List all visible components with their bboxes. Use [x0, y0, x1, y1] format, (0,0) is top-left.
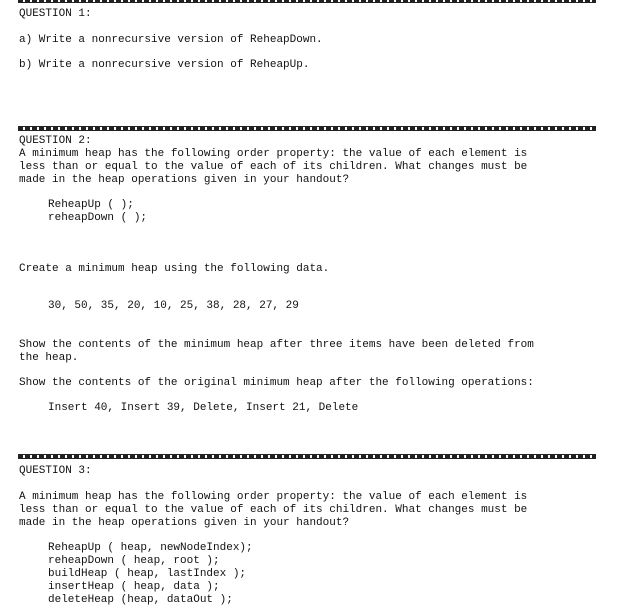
question-2-heading: QUESTION 2: — [19, 135, 92, 147]
top-separator — [18, 0, 596, 3]
question-2-show-deleted-line-1: Show the contents of the minimum heap after three items have been deleted from — [19, 339, 534, 351]
question-2-intro-line-2: less than or equal to the value of each of its children. What changes must be — [19, 161, 528, 173]
question-3-code-buildheap: buildHeap ( heap, lastIndex ); — [48, 568, 247, 580]
question-3-intro-line-1: A minimum heap has the following order property: the value of each element is — [19, 491, 528, 503]
question-3-code-reheapup: ReheapUp ( heap, newNodeIndex); — [48, 542, 253, 554]
question-2-show-operations: Show the contents of the original minimum heap after the following operations: — [19, 377, 534, 389]
question-2-create-instruction: Create a minimum heap using the following data. — [19, 263, 330, 275]
question-1-part-a: a) Write a nonrecursive version of ReheapDown. — [19, 34, 323, 46]
question-3-intro-line-3: made in the heap operations given in your handout? — [19, 517, 350, 529]
question-3-heading: QUESTION 3: — [19, 465, 92, 477]
question-3-code-deleteheap: deleteHeap (heap, dataOut ); — [48, 594, 233, 606]
question-1-heading: QUESTION 1: — [19, 8, 92, 20]
separator-q3 — [18, 454, 596, 459]
question-1-part-b: b) Write a nonrecursive version of ReheapUp. — [19, 59, 310, 71]
question-3-intro-line-2: less than or equal to the value of each of its children. What changes must be — [19, 504, 528, 516]
question-2-intro-line-1: A minimum heap has the following order property: the value of each element is — [19, 148, 528, 160]
question-2-intro-line-3: made in the heap operations given in your handout? — [19, 174, 350, 186]
question-2-operations-list: Insert 40, Insert 39, Delete, Insert 21, Delete — [48, 402, 359, 414]
question-3-code-insertheap: insertHeap ( heap, data ); — [48, 581, 220, 593]
question-2-code-reheapup: ReheapUp ( ); — [48, 199, 134, 211]
question-2-heap-data: 30, 50, 35, 20, 10, 25, 38, 28, 27, 29 — [48, 300, 299, 312]
separator-q2 — [18, 126, 596, 131]
question-3-code-reheapdown: reheapDown ( heap, root ); — [48, 555, 220, 567]
question-2-code-reheapdown: reheapDown ( ); — [48, 212, 148, 224]
question-2-show-deleted-line-2: the heap. — [19, 352, 79, 364]
